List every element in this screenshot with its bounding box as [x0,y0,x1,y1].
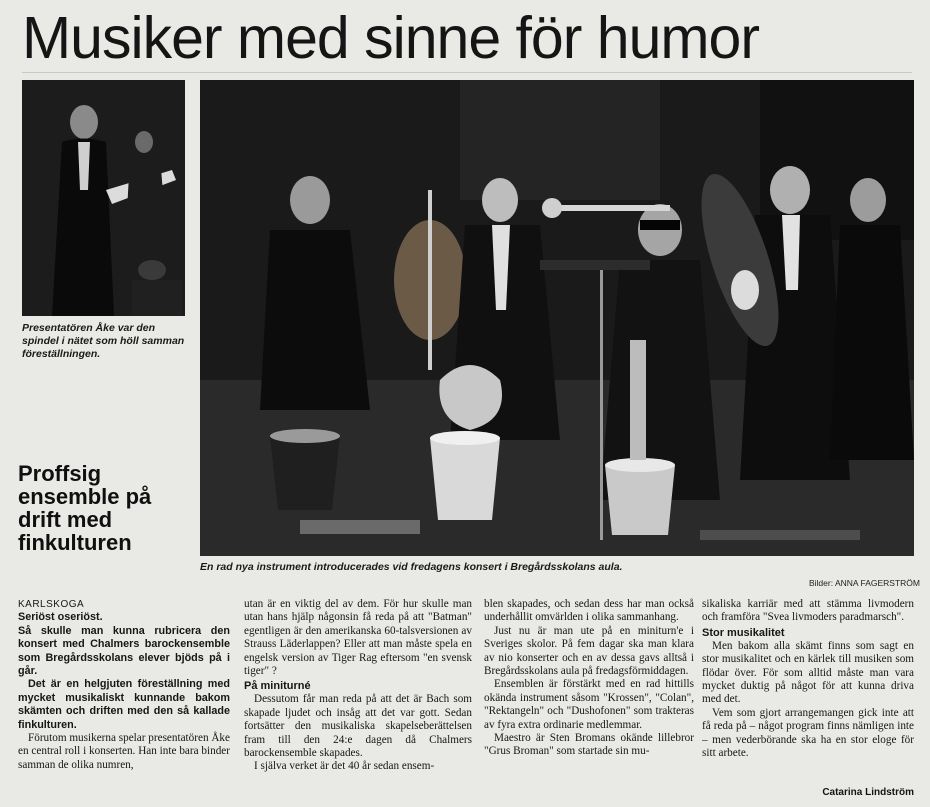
body-paragraph: Vem som gjort arrangemangen gick inte att få reda på – något program finns nämligen inte – men vederbörande ska ha en stor eloge för sitt arbete. [702,706,914,760]
body-paragraph: Förutom musikerna spelar presentatören Åke en central roll i konserten. Han inte bara binder samman de olika numren, [18,732,230,771]
body-paragraph: Dessutom får man reda på att det är Bach som skapade ljudet och insåg att det var gott. Sedan fortsätter den musikaliska skapelseberättelsen fram till den 24:e dagen då Chalmers barockensemble skapades. [244,693,472,760]
author-signature: Catarina Lindström [822,787,914,798]
conductor-photo [22,80,185,316]
credit-label: Bilder: [808,578,834,588]
photo-credit [800,578,920,588]
lead-paragraph: Det är en helgjuten föreställning med mycket musikaliskt kunnande bakom skämten och driften med den så kallade finkulturen. [18,678,230,731]
body-paragraph: Just nu är man ute på en miniturn'e i Sveriges skolor. På fem dagar ska man klara av nio konserter och en av dessa gavs alltså i Bregårdsskolans aula på fredagsförmiddagen. [484,624,694,678]
body-paragraph: I själva verket är det 40 år sedan ensem- [254,760,435,773]
article-column-3 [484,598,694,807]
section-heading: På miniturné [244,680,311,693]
body-paragraph: Ensemblen är förstärkt med en rad hittills okända instrument såsom "Krossen", "Colan", "Rektangeln" och "Dushofonen" som trakteras av fyra extra ordinarie medlemmar. [484,678,694,731]
dateline: KARLSKOGA [18,599,85,610]
orchestra-photo [200,80,914,556]
conductor-photo-graphic [22,80,185,316]
article-column-1 [18,598,230,807]
small-photo-caption: Presentatören Åke var den spindel i nätet som höll samman föreställningen. [22,322,185,360]
article-column-4 [702,598,914,807]
section-heading: Stor musikalitet [702,626,785,639]
body-paragraph: Maestro är Sten Bromans okände lillebror "Grus Broman" som startade sin mu- [484,732,694,758]
body-paragraph: sikaliska karriär med att stämma livmodern och framföra "Svea livmoders paradmarsch". [702,598,914,624]
credit-name: ANNA FAGERSTRÖM [834,578,920,588]
divider [22,72,912,73]
large-photo-caption: En rad nya instrument introducerades vid fredagens konsert i Bregårdsskolans aula. [200,561,623,573]
article-column-2 [244,598,472,807]
body-paragraph: Men bakom alla skämt finns som sagt en stor musikalitet och en kärlek till musiken som flödar över. För som alltid måste man vara mycket duktig på något för att kunna driva med det. [702,639,914,706]
lead-paragraph: Så skulle man kunna rubricera den konsert med Chalmers barockensemble som Bregårdsskolans elever bjöds på i går. [18,624,230,678]
orchestra-photo-graphic [200,80,914,556]
body-paragraph: blen skapades, och sedan dess har man också underhållit omvärlden i olika sammanhang. [484,598,694,624]
subhead: Proffsig ensemble på drift med finkulturen [18,461,152,555]
lead-paragraph: Seriöst oseriöst. [18,611,103,624]
headline: Musiker med sinne för humor [22,5,760,71]
body-paragraph: utan är en viktig del av dem. För hur skulle man utan hans hjälp någonsin få reda på att "Batman" egentligen är den amerikanska 60-talsversionen av Strauss Läderlappen? Eller att man måste spela en engelsk version av Tiger Rag eftersom "en svensk tiger" ? [244,598,472,678]
